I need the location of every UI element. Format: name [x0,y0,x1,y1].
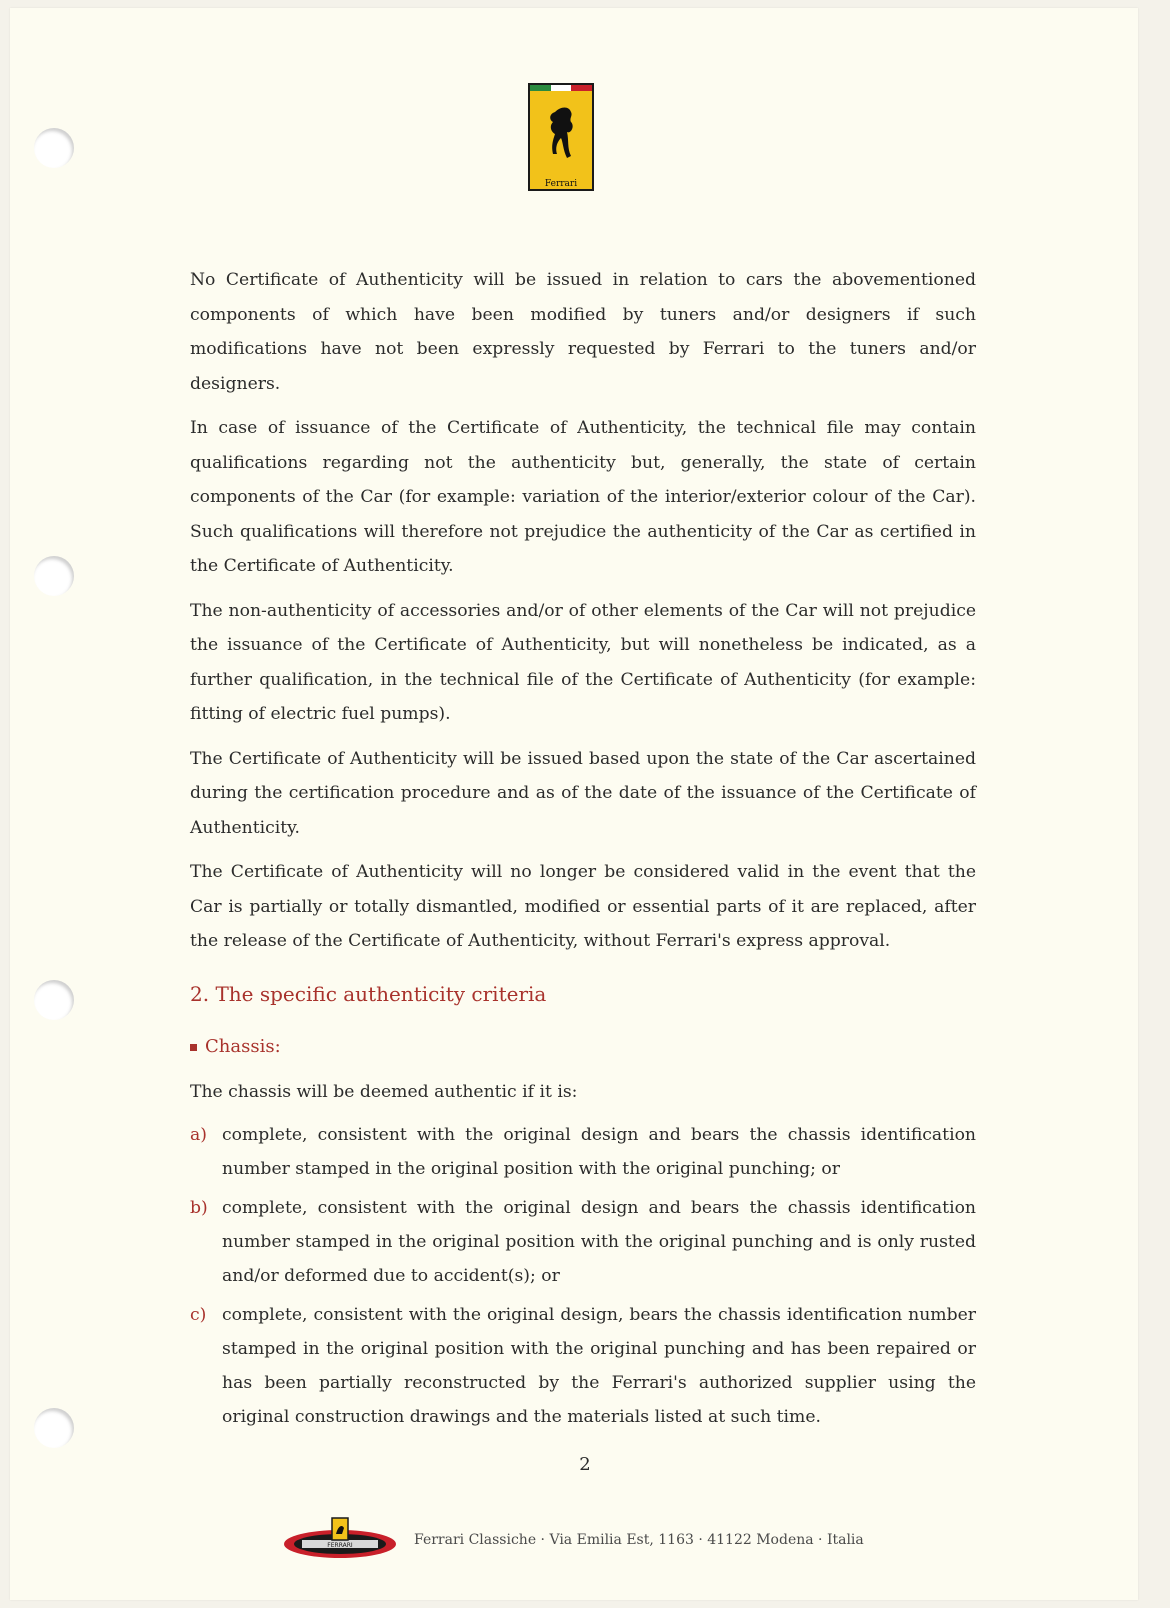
paragraph: The non-authenticity of accessories and/or of other elements of the Car will not prejudice the issuance of the Certificate of Authenticity, but will nonetheless be indicated, as a further qualification, in the technical file of the Certificate of Authenticity (for example: fitting of electric fuel pumps). [190,600,976,724]
list-item [190,1191,976,1293]
section-heading: 2. The specific authenticity criteria [190,982,547,1006]
footer [280,1510,880,1570]
list-item-text: complete, consistent with the original design, bears the chassis identification number stamped in the original position with the original punching and has been repaired or has been partially reconstructed by the Ferrari's authorized supplier using the original construction drawings and the materials listed at such time. [222,1305,976,1427]
punch-hole [34,1408,74,1448]
punch-hole [34,128,74,168]
list-item [190,1298,976,1434]
list-item [190,1118,976,1186]
list-marker: a) [190,1125,207,1145]
subheading-label: Chassis: [205,1036,281,1057]
badge-text: FERRARI [327,1542,353,1549]
punch-hole [34,556,74,596]
paragraph: The Certificate of Authenticity will no longer be considered valid in the event that the Car is partially or totally dismantled, modified or essential parts of it are replaced, after the release of the Certificate of Authenticity, without Ferrari's express approval. [190,862,976,951]
subheading [190,1036,281,1057]
list-item-text: complete, consistent with the original design and bears the chassis identification number stamped in the original position with the original punching and is only rusted and/or deformed due to accident(s); or [222,1198,976,1286]
list-marker: c) [190,1305,207,1325]
page-number: 2 [579,1454,591,1475]
footer-address: Ferrari Classiche · Via Emilia Est, 1163 · 41122 Modena · Italia [414,1532,864,1548]
paragraph: The Certificate of Authenticity will be issued based upon the state of the Car ascertained during the certification procedure and as of the date of the issuance of the Certificate of Authenticity. [190,748,976,838]
bullet-icon [190,1044,197,1051]
list-item-text: complete, consistent with the original design and bears the chassis identification number stamped in the original position with the original punching; or [222,1125,976,1179]
body-text [190,263,976,969]
paragraph: No Certificate of Authenticity will be issued in relation to cars the abovementioned components of which have been modified by tuners and/or designers if such modifications have not been expressly requested by Ferrari to the tuners and/or designers. [190,270,976,394]
logo-wordmark: Ferrari [544,179,578,189]
list-marker: b) [190,1198,208,1218]
paragraph: In case of issuance of the Certificate of Authenticity, the technical file may contain qualifications regarding not the authenticity but, generally, the state of certain components of the Car (for example: variation of the interior/exterior colour of the Car). Such qualifications will therefore not prejudice the authenticity of the Car as certified in the Certificate of Authenticity. [190,418,976,576]
ferrari-shield-logo [527,82,595,192]
ferrari-classiche-badge-icon [280,1510,400,1570]
punch-hole [34,980,74,1020]
intro-text: The chassis will be deemed authentic if it is: [190,1082,578,1102]
criteria-list [190,1118,976,1439]
